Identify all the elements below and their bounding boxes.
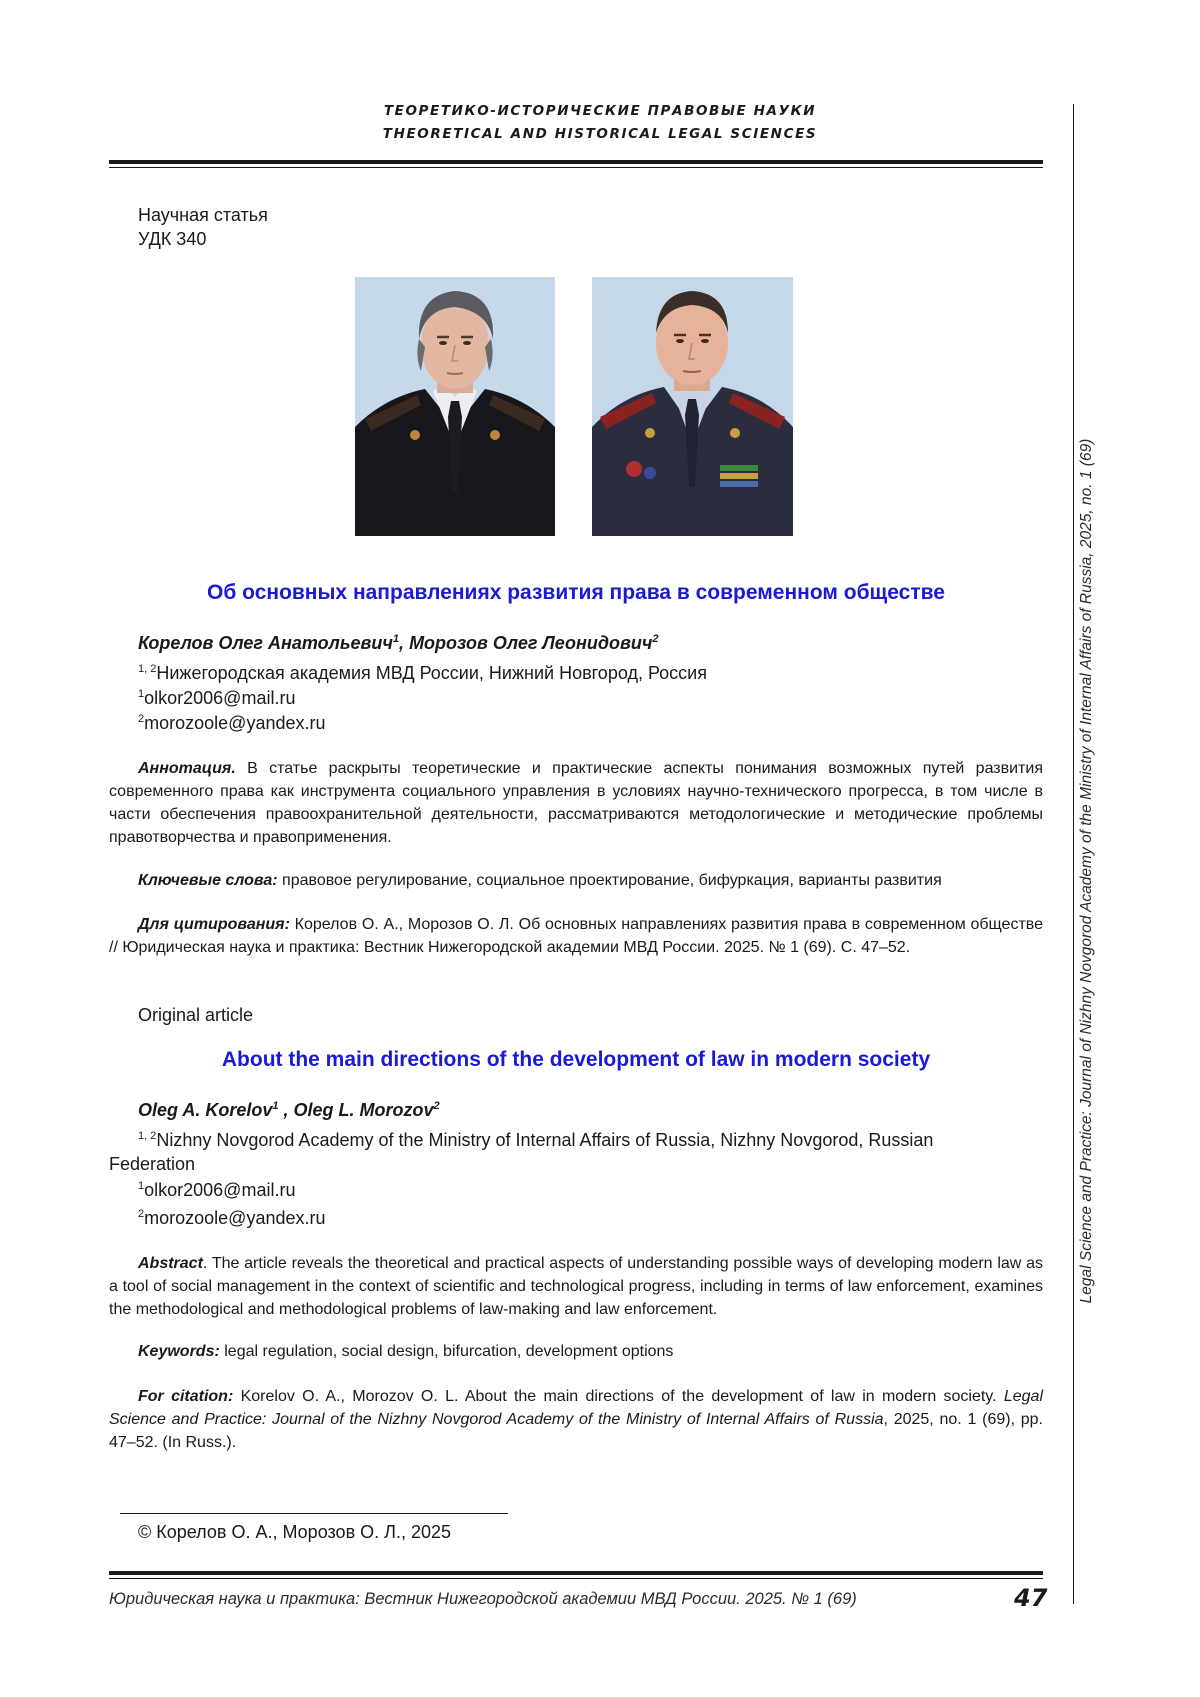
email-address: olkor2006@mail.ru <box>144 688 296 708</box>
margin-rule <box>1073 104 1074 1604</box>
email-index: 2 <box>138 1208 145 1220</box>
udc-code: УДК 340 <box>138 229 207 249</box>
citation-en <box>109 1385 1043 1454</box>
citation-label: For citation: <box>138 1388 234 1405</box>
footer-rule-thick <box>109 1571 1043 1575</box>
email-en-1 <box>138 1180 295 1201</box>
keywords-label: Ключевые слова: <box>138 872 278 889</box>
keywords-ru <box>109 869 1043 892</box>
header-rule-thick <box>109 160 1043 164</box>
section-title-ru: ТЕОРЕТИКО-ИСТОРИЧЕСКИЕ ПРАВОВЫЕ НАУКИ <box>383 103 817 119</box>
footnote-rule <box>120 1513 508 1514</box>
header-rule-thin <box>109 167 1043 168</box>
author-index: 1 <box>392 633 400 645</box>
author-separator: , <box>278 1100 294 1120</box>
affiliation-index: 1, 2 <box>138 1130 157 1142</box>
citation-tail: , 2025, no. 1 (69), pp. 47–52. (In Russ.). <box>109 1411 1043 1451</box>
email-index: 1 <box>138 688 145 700</box>
footer-rule-thin <box>109 1578 1043 1579</box>
abstract-text: В статье раскрыты теоретические и практические аспекты понимания возможных путей развития современного права как инструмента социального управления в условиях научно-технического прогресса, в том числе в части обеспечения правоохранительной деятельности, рассматриваются методологические и методические проблемы правотворчества и правоприменения. <box>109 760 1043 846</box>
email-address: morozoole@yandex.ru <box>144 1208 326 1228</box>
affiliation-en <box>138 1130 933 1151</box>
side-running-title: Legal Science and Practice: Journal of Nizhny Novgorod Academy of the Ministry of Internal Affairs of Russia, 2025, no. 1 (69) <box>1078 438 1095 1304</box>
authors-en <box>138 1100 440 1121</box>
author-name: Корелов Олег Анатольевич <box>138 633 393 653</box>
abstract-en <box>109 1252 1043 1321</box>
footer-journal: Юридическая наука и практика: Вестник Нижегородской академии МВД России. 2025. № 1 (69) <box>109 1590 857 1608</box>
author-index: 2 <box>652 633 659 645</box>
email-index: 1 <box>138 1180 145 1192</box>
author-photo-korelov <box>355 277 555 536</box>
email-ru-2 <box>138 713 326 734</box>
copyright-footnote: © Корелов О. А., Морозов О. Л., 2025 <box>138 1522 451 1542</box>
author-index: 2 <box>433 1100 440 1112</box>
abstract-label: Аннотация. <box>138 760 236 777</box>
affiliation-text: Нижегородская академия МВД России, Нижний Новгород, Россия <box>156 663 707 683</box>
citation-ru <box>109 913 1043 959</box>
affiliation-en-line2: Federation <box>109 1154 196 1174</box>
article-type-en: Original article <box>138 1005 254 1025</box>
author-name: Oleg L. Morozov <box>293 1100 434 1120</box>
article-title-ru: Об основных направлениях развития права в современном обществе <box>207 581 945 604</box>
portrait-illustration <box>355 277 555 536</box>
abstract-text: . The article reveals the theoretical and practical aspects of understanding possible ways of developing modern law as a tool of social management in the context of scientific and technological progress, including in terms of law enforcement, examines the methodological and methodological problems of law-making and law enforcement. <box>109 1255 1043 1318</box>
author-name: Oleg A. Korelov <box>138 1100 273 1120</box>
author-index: 1 <box>272 1100 279 1112</box>
affiliation-text: Nizhny Novgorod Academy of the Ministry of Internal Affairs of Russia, Nizhny Novgorod, Russian <box>156 1130 934 1150</box>
email-ru-1 <box>138 688 295 709</box>
abstract-ru <box>109 757 1043 849</box>
article-type: Научная статья <box>138 205 268 225</box>
page-number: 47 <box>1014 1584 1048 1612</box>
citation-text: Korelov O. A., Morozov O. L. About the main directions of the development of law in modern society. <box>233 1388 1004 1405</box>
email-address: morozoole@yandex.ru <box>144 713 326 733</box>
keywords-text: legal regulation, social design, bifurcation, development options <box>219 1343 674 1360</box>
article-title-en: About the main directions of the development of law in modern society <box>221 1048 931 1071</box>
citation-label: Для цитирования: <box>138 916 290 933</box>
citation-journal: Legal Science and Practice: Journal of the Nizhny Novgorod Academy of the Ministry of Internal Affairs of Russia <box>109 1388 1044 1428</box>
affiliation-ru <box>138 663 707 684</box>
author-photo-morozov <box>592 277 793 536</box>
authors-ru <box>138 633 659 654</box>
affiliation-index: 1, 2 <box>138 663 157 675</box>
keywords-en <box>109 1340 1043 1363</box>
keywords-label: Keywords: <box>138 1343 220 1360</box>
email-address: olkor2006@mail.ru <box>144 1180 296 1200</box>
author-separator: , <box>399 633 410 653</box>
email-index: 2 <box>138 713 145 725</box>
abstract-label: Abstract <box>138 1255 203 1272</box>
author-name: Морозов Олег Леонидович <box>409 633 653 653</box>
keywords-text: правовое регулирование, социальное проектирование, бифуркация, варианты развития <box>277 872 942 889</box>
portrait-illustration <box>592 277 793 536</box>
citation-text: Корелов О. А., Морозов О. Л. Об основных направлениях развития права в современном обществе // Юридическая наука и практика: Вестник Нижегородской академии МВД России. 2025. № 1 (69). С. 47–52. <box>109 916 1043 956</box>
email-en-2 <box>138 1208 326 1229</box>
section-title-en: THEORETICAL AND HISTORICAL LEGAL SCIENCES <box>382 126 818 142</box>
